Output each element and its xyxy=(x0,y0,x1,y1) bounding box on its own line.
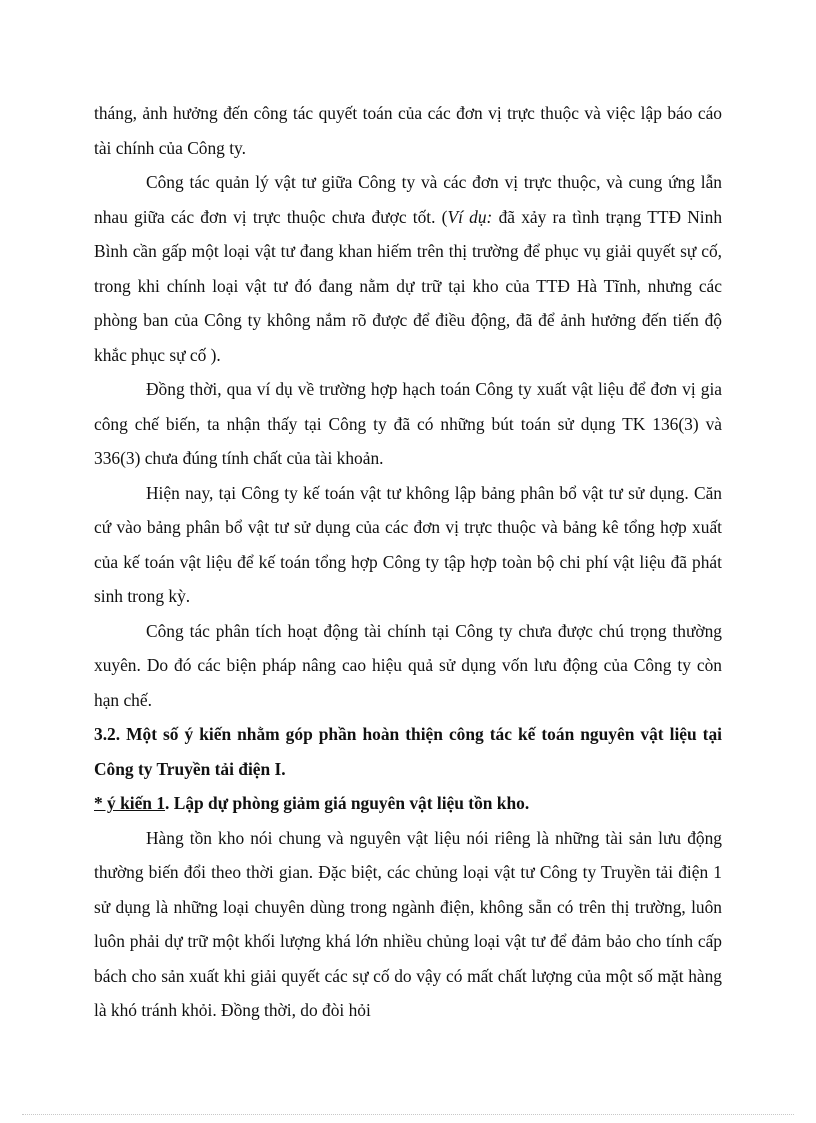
paragraph-2 xyxy=(94,165,722,372)
example-label: Ví dụ: xyxy=(447,206,493,227)
paragraph-3: Đồng thời, qua ví dụ về trường hợp hạch toán Công ty xuất vật liệu để đơn vị gia công chế biến, ta nhận thấy tại Công ty đã có những bút toán sử dụng TK 136(3) và 336(3) chưa đúng tính chất của tài khoản. xyxy=(94,379,722,468)
paragraph-6: Hàng tồn kho nói chung và nguyên vật liệu nói riêng là những tài sản lưu động thường biến đổi theo thời gian. Đặc biệt, các chủng loại vật tư Công ty Truyền tải điện 1 sử dụng là những loại chuyên dùng trong ngành điện, không sẵn có trên thị trường, luôn luôn phải dự trữ một khối lượng khá lớn nhiều chủng loại vật tư để đảm bảo cho tính cấp bách cho sản xuất khi giải quyết các sự cố do vậy có mất chất lượng của một số mặt hàng là khó tránh khỏi. Đồng thời, do đòi hỏi xyxy=(94,827,722,1020)
idea-title: . Lập dự phòng giảm giá nguyên vật liệu tồn kho. xyxy=(165,793,530,813)
idea-heading xyxy=(94,786,722,821)
paragraph-4: Hiện nay, tại Công ty kế toán vật tư không lập bảng phân bổ vật tư sử dụng. Căn cứ vào bảng phân bổ vật tư sử dụng của các đơn vị trực thuộc và bảng kê tổng hợp xuất của kế toán vật liệu để kế toán tổng hợp Công ty tập hợp toàn bộ chi phí vật liệu đã phát sinh trong kỳ. xyxy=(94,482,722,606)
idea-label: * ý kiến 1 xyxy=(94,793,166,813)
paragraph-1: tháng, ảnh hưởng đến công tác quyết toán của các đơn vị trực thuộc và việc lập báo cáo tài chính của Công ty. xyxy=(94,103,722,158)
paragraph-5: Công tác phân tích hoạt động tài chính tại Công ty chưa được chú trọng thường xuyên. Do đó các biện pháp nâng cao hiệu quả sử dụng vốn lưu động của Công ty còn hạn chế. xyxy=(94,620,722,710)
document-page xyxy=(94,96,722,1028)
section-heading: 3.2. Một số ý kiến nhằm góp phần hoàn thiện công tác kế toán nguyên vật liệu tại Công ty Truyền tải điện I. xyxy=(94,724,722,779)
paragraph-2-text-b: đã xảy ra tình trạng TTĐ Ninh Bình cần gấp một loại vật tư đang khan hiếm trên thị trường để phục vụ giải quyết sự cố, trong khi chính loại vật tư đó đang nằm dự trữ tại kho của TTĐ Hà Tĩnh, nhưng các phòng ban của Công ty không nắm rõ được để điều động, đã để ảnh hưởng đến tiến độ khắc phục sự cố ). xyxy=(94,206,723,365)
paragraph-2-text-a: Công tác quản lý vật tư giữa Công ty và các đơn vị trực thuộc, và cung ứng lẫn nhau giữa các đơn vị trực thuộc chưa được tốt. ( xyxy=(94,172,722,227)
page-bottom-divider xyxy=(22,1114,794,1115)
